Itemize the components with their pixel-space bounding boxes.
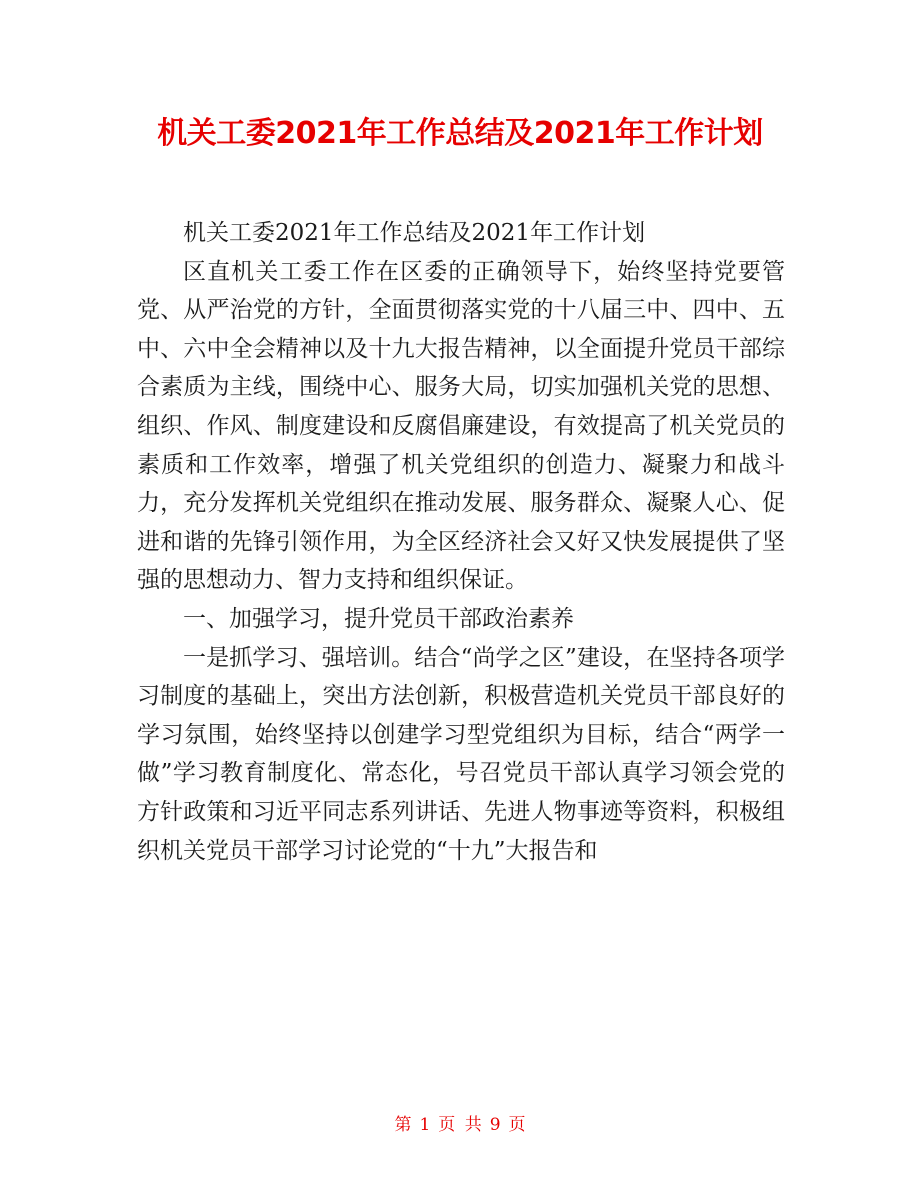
- paragraph-subtitle: 机关工委2021年工作总结及2021年工作计划: [183, 220, 646, 246]
- footer-total-pages: 9: [489, 1115, 501, 1135]
- page-footer: [0, 1112, 920, 1138]
- section-heading-1: 一、加强学习，提升党员干部政治素养: [183, 605, 574, 632]
- document-title: 机关工委2021年工作总结及2021年工作计划: [157, 116, 763, 151]
- paragraph-intro: 区直机关工委工作在区委的正确领导下，始终坚持党要管党、从严治党的方针，全面贯彻落实党的十八届三中、四中、五中、六中全会精神以及十九大报告精神，以全面提升党员干部综合素质为主线，围绕中心、服务大局，切实加强机关党的思想、组织、作风、制度建设和反腐倡廉建设，有效提高了机关党员的素质和工作效率，增强了机关党组织的创造力、凝聚力和战斗力，充分发挥机关党组织在推动发展、服务群众、凝聚人心、促进和谐的先锋引领作用，为全区经济社会又好又快发展提供了坚强的思想动力、智力支持和组织保证。: [137, 258, 785, 594]
- footer-page-number: 1: [419, 1115, 431, 1135]
- footer-prefix: 第: [394, 1115, 412, 1135]
- footer-middle: 页 共: [438, 1115, 482, 1135]
- paragraph-study: 一是抓学习、强培训。结合“尚学之区”建设，在坚持各项学习制度的基础上，突出方法创新，积极营造机关党员干部良好的学习氛围，始终坚持以创建学习型党组织为目标，结合“两学一做”学习教育制度化、常态化，号召党员干部认真学习领会党的方针政策和习近平同志系列讲话、先进人物事迹等资料，积极组织机关党员干部学习讨论党的“十九”大报告和: [137, 644, 785, 864]
- footer-suffix: 页: [508, 1115, 526, 1135]
- document-body: [137, 214, 785, 870]
